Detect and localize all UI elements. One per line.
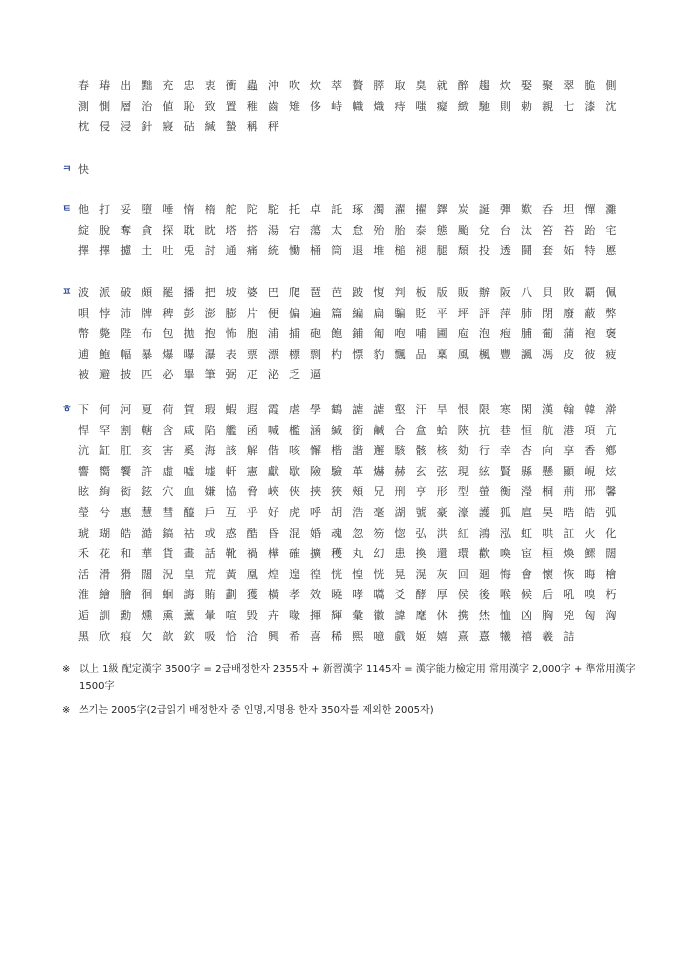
hanja-list: 下 何 河 夏 荷 賀 瑕 蝦 遐 霞 虐 學 鶴 謔 謔 壑 汗 旱 恨 限 寒 閑 漢 翰 韓 澣 悍 罕 割 轄 含 咸 陷 艦 函 喊 檻 涵 緘 銜 鹹 合 盒 蛤 陜 抗 巷 恒 航 港 項 亢 沆 缸 肛 亥 害 奚 海 該 解 偕 咳 懈 楷 諧 邂 駭 骸 核 劾 行 幸 杏 向 享 香 鄕 響 嚮 饗 許 虛 噓 墟 軒 憲 獻 歇 險 驗 革 爀 赫 玄 弦 現 絃 賢 縣 懸 顯 峴 炫 眩 絢 衒 鉉 穴 血 嫌 協 脅 峽 俠 挾 狹 頰 兄 刑 亨 形 型 螢 衡 瀅 桐 荊 邢 馨 瑩 兮 惠 慧 彗 醯 戶 互 乎 好 虎 呼 胡 浩 毫 湖 號 豪 濠 護 狐 扈 昊 晧 皓 弧 琥 瑚 皓 澔 鎬 祜 或 惑 酷 昏 混 婚 魂 忽 笏 惚 弘 洪 紅 鴻 泓 虹 哄 訌 火 化 禾 花 和 華 貨 畫 話 靴 禍 樺 確 擴 穫 丸 幻 患 換 還 環 歡 喚 宦 桓 煥 鰥 闊 活 滑 猾 闊 況 皇 荒 黃 凰 煌 遑 徨 恍 惶 恍 晃 滉 灰 回 廻 悔 會 懷 恢 晦 檜 淮 繪 膾 徊 蛔 誨 賄 劃 獲 橫 孝 效 曉 哮 嚆 爻 酵 厚 侯 後 喉 候 后 吼 嗅 朽 逅 訓 勳 燻 熏 薰 暈 喧 毁 卉 喙 揮 輝 彙 徽 諱 麾 休 携 烋 恤 凶 胸 兇 匈 洶 黑 欣 痕 欠 歆 欽 吸 恰 洽 興 希 喜 稀 熙 噫 戲 姬 嬉 熹 憙 犧 禧 羲 詰 bbox=[78, 403, 620, 643]
section-ch bbox=[62, 76, 632, 138]
section-marker: ㅌ bbox=[62, 204, 72, 215]
note-total-count bbox=[62, 661, 637, 695]
section-p bbox=[62, 283, 632, 386]
hanja-list: 快 bbox=[78, 163, 93, 176]
section-marker: ㅍ bbox=[62, 287, 72, 298]
hanja-list: 波 派 破 頗 罷 播 把 坡 婆 巴 爬 琶 芭 跛 愎 判 板 版 販 辦 阪 八 貝 敗 覇 佩 唄 悖 沛 牌 稗 彭 澎 膨 片 便 偏 遍 篇 編 扁 騙 貶 平 坪 評 萍 肺 閉 廢 蔽 弊 幣 斃 陛 布 包 拋 抱 怖 胞 浦 捕 砲 飽 鋪 匍 咆 哺 圃 庖 泡 疱 脯 葡 蒲 袍 褒 逋 鮑 幅 暴 爆 曝 瀑 表 票 漂 標 剽 杓 慓 豹 飄 品 稟 風 楓 豐 諷 馮 皮 彼 疲 被 避 披 匹 必 畢 筆 弼 疋 泌 乏 逼 bbox=[78, 286, 620, 382]
hanja-list: 他 打 妥 墮 唾 惰 楕 舵 陀 駝 托 卓 託 琢 濁 濯 擢 鐸 炭 誕 彈 歎 呑 坦 憚 灘 綻 脫 奪 貪 探 耽 眈 塔 搭 湯 宕 蕩 太 怠 殆 胎 泰 態 颱 兌 台 汰 笞 苔 跆 宅 擇 擇 攄 土 吐 兎 討 通 痛 統 慟 桶 筒 退 堆 槌 褪 腿 頹 投 透 鬪 套 妬 特 慝 bbox=[78, 203, 620, 258]
hanja-list: 春 瑃 出 黜 充 忠 衷 衝 蟲 沖 吹 炊 萃 贅 膵 取 臭 就 醉 趨 炊 娶 聚 翠 脆 側 測 惻 層 治 値 恥 致 置 稚 齒 雉 侈 峙 幟 熾 痔 嗤 癡 緻 馳 則 勅 親 七 漆 沈 枕 侵 浸 針 寢 砧 緘 蟄 稱 秤 bbox=[78, 79, 620, 134]
section-k bbox=[62, 160, 632, 181]
section-marker: ㅎ bbox=[62, 404, 72, 415]
note-writing-count bbox=[62, 702, 637, 719]
section-marker: ㅋ bbox=[62, 164, 72, 175]
note-text: 以上 1級 配定漢字 3500字 = 2급배정한자 2355자 + 新習漢字 1145자 = 漢字能力檢定用 常用漢字 2,000字 + 準常用漢字 1500字 bbox=[79, 664, 636, 692]
note-text: 쓰기는 2005字(2급읽기 배정한자 중 인명,지명용 한자 350자를 제외한 2005자) bbox=[79, 705, 434, 716]
reference-mark: ※ bbox=[62, 705, 71, 716]
reference-mark: ※ bbox=[62, 664, 71, 675]
section-h bbox=[62, 400, 632, 647]
section-t bbox=[62, 200, 632, 262]
